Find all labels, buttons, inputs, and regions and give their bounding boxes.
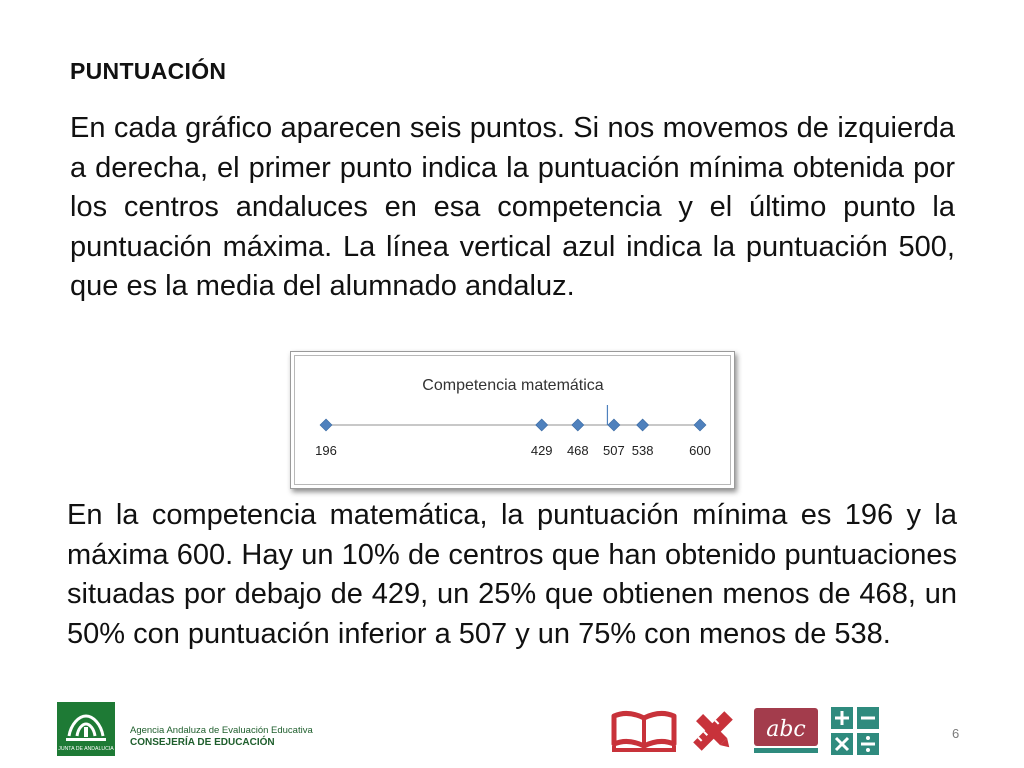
logo-text: JUNTA DE ANDALUCIA <box>58 746 114 752</box>
math-chart <box>290 351 735 489</box>
chart-point-label: 429 <box>530 443 553 458</box>
chart-point-label: 507 <box>603 443 625 458</box>
chart-point <box>572 419 584 431</box>
svg-text:abc: abc <box>766 717 806 742</box>
chart-point <box>694 419 706 431</box>
abc-slate-icon <box>752 706 820 759</box>
chart-point-label: 600 <box>689 443 711 458</box>
slide-title: PUNTUACIÓN <box>70 58 227 84</box>
chart-title: Competencia matemática <box>422 377 604 394</box>
open-book-icon <box>610 706 678 759</box>
page-number: 6 <box>952 726 960 741</box>
agency-block <box>130 725 313 749</box>
chart-point-label: 468 <box>566 443 589 458</box>
chart-point-label: 538 <box>631 443 654 458</box>
chart-svg <box>291 352 734 488</box>
chart-point <box>536 419 548 431</box>
math-paragraph: En la competencia matemática, la puntuación mínima es 196 y la máxima 600. Hay un 10% de centros que han obtenido puntuaciones situadas por debajo de 429, un 25% que obtienen menos de 468, un 50% con puntuación inferior a 507 y un 75% con menos de 538. <box>67 499 957 650</box>
chart-point <box>320 419 332 431</box>
chart-point-labels <box>315 443 711 458</box>
intro-paragraph: En cada gráfico aparecen seis puntos. Si nos movemos de izquierda a derecha, el primer punto indica la puntuación mínima obtenida por los centros andaluces en esa competencia y el último punto la puntuación máxima. La línea vertical azul indica la puntuación 500, que es la media del alumnado andaluz. <box>70 112 955 302</box>
chart-point <box>637 419 649 431</box>
department-name: CONSEJERÍA DE EDUCACIÓN <box>130 737 275 748</box>
pencil-ruler-icon <box>686 706 740 761</box>
junta-andalucia-logo <box>57 702 115 756</box>
chart-point <box>608 419 620 431</box>
agency-name: Agencia Andaluza de Evaluación Educativa <box>130 725 313 736</box>
chart-point-label: 196 <box>315 443 337 458</box>
calculator-icon <box>830 706 880 761</box>
